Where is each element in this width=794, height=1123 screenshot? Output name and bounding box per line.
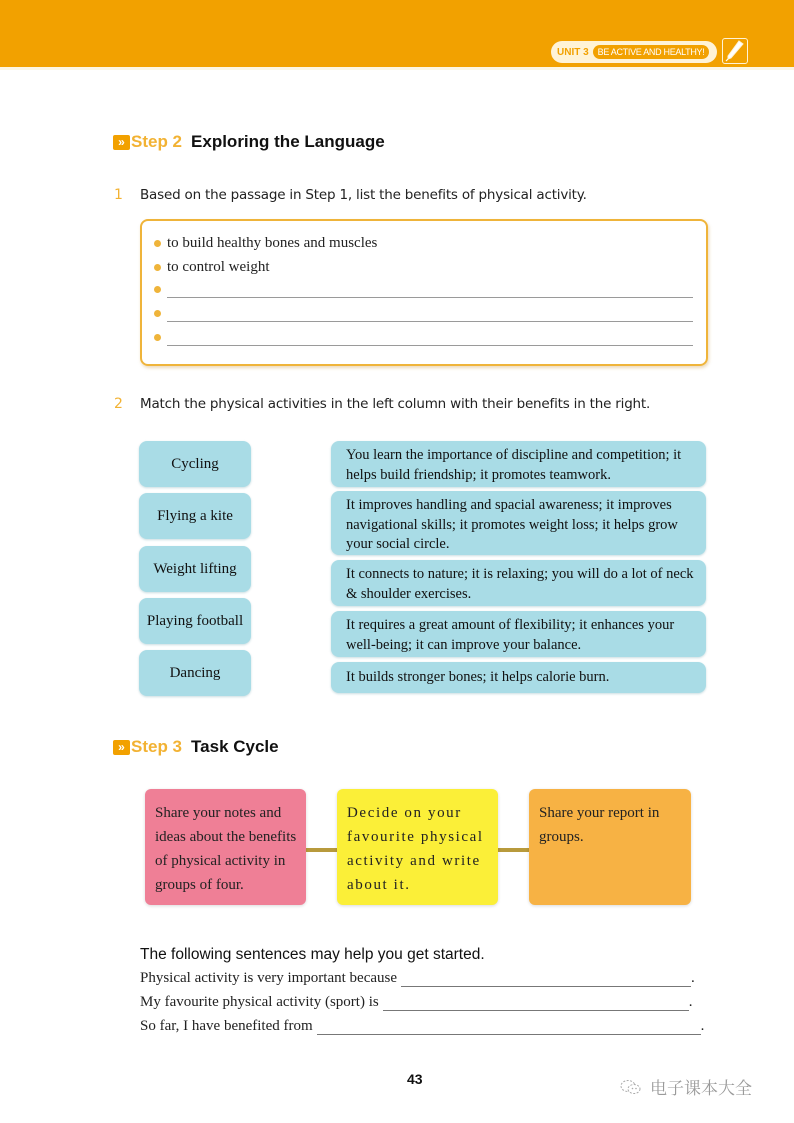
benefit-option-2[interactable]: It improves handling and spacial awareness; it improves navigational skills; it promotes weight loss; it helps grow your social circle. [331,491,706,555]
step3-label: Step 3 [131,737,183,756]
benefit-answer-line[interactable] [167,331,693,346]
sentence-prefix: Physical activity is very important because [140,970,398,986]
watermark [620,1074,752,1099]
activity-dancing[interactable]: Dancing [139,650,251,696]
double-chevron-right-icon: » [113,740,130,755]
task-step-2: Decide on your favourite physical activity and write about it. [337,789,498,905]
double-chevron-right-icon: » [113,135,130,150]
benefit-item [154,259,269,276]
benefits-list-box [140,219,708,366]
sentence-starter [140,994,692,1011]
question-1-prompt: Based on the passage in Step 1, list the benefits of physical activity. [140,187,587,203]
step3-title: Task Cycle [191,737,279,756]
bullet-icon [154,264,161,271]
sentence-starter [140,970,695,987]
task-connector [305,848,337,852]
benefit-item [154,235,377,252]
bullet-icon [154,334,161,341]
watermark-text: 电子课本大全 [650,1079,752,1099]
helper-title: The following sentences may help you get started. [140,946,485,963]
unit-title: BE ACTIVE AND HEALTHY! [593,45,710,59]
task-connector [497,848,530,852]
step2-label: Step 2 [131,132,183,151]
sentence-prefix: So far, I have benefited from [140,1018,313,1034]
header-divider [0,67,794,70]
benefit-item-blank [154,331,693,346]
page-number: 43 [407,1071,423,1087]
bullet-icon [154,286,161,293]
task-step-1: Share your notes and ideas about the benefits of physical activity in groups of four. [145,789,306,905]
benefit-option-3[interactable]: It connects to nature; it is relaxing; you will do a lot of neck & shoulder exercises. [331,560,706,606]
sentence-starter [140,1018,704,1035]
benefit-text: to build healthy bones and muscles [167,235,378,251]
activity-playing-football[interactable]: Playing football [139,598,251,644]
task-step-3: Share your report in groups. [529,789,691,905]
sentence-answer-line[interactable] [317,1020,701,1035]
benefit-option-4[interactable]: It requires a great amount of flexibility; it enhances your well-being; it can improve your balance. [331,611,706,657]
benefit-option-1[interactable]: You learn the importance of discipline and competition; it helps build friendship; it promotes teamwork. [331,441,706,487]
question-2-number: 2 [114,396,123,412]
unit-label: UNIT 3 [557,46,589,58]
benefit-text: to control weight [167,259,270,275]
sentence-answer-line[interactable] [383,996,689,1011]
step3-heading [113,737,279,757]
benefit-item-blank [154,283,693,298]
activity-flying-a-kite[interactable]: Flying a kite [139,493,251,539]
step2-heading [113,132,385,152]
wechat-icon [620,1079,642,1095]
sentence-answer-line[interactable] [401,972,691,987]
benefit-answer-line[interactable] [167,283,693,298]
sentence-prefix: My favourite physical activity (sport) is [140,994,379,1010]
activity-weight-lifting[interactable]: Weight lifting [139,546,251,592]
benefit-item-blank [154,307,693,322]
question-2-prompt: Match the physical activities in the left column with their benefits in the right. [140,396,651,412]
activity-cycling[interactable]: Cycling [139,441,251,487]
benefit-option-5[interactable]: It builds stronger bones; it helps calorie burn. [331,662,706,693]
step2-title: Exploring the Language [191,132,385,151]
bullet-icon [154,310,161,317]
question-1-number: 1 [114,187,123,203]
benefit-answer-line[interactable] [167,307,693,322]
sentence-suffix: . [691,970,695,986]
unit-badge [551,41,717,63]
bullet-icon [154,240,161,247]
pen-icon [722,38,748,64]
sentence-suffix: . [688,994,693,1010]
sentence-suffix: . [700,1018,705,1034]
